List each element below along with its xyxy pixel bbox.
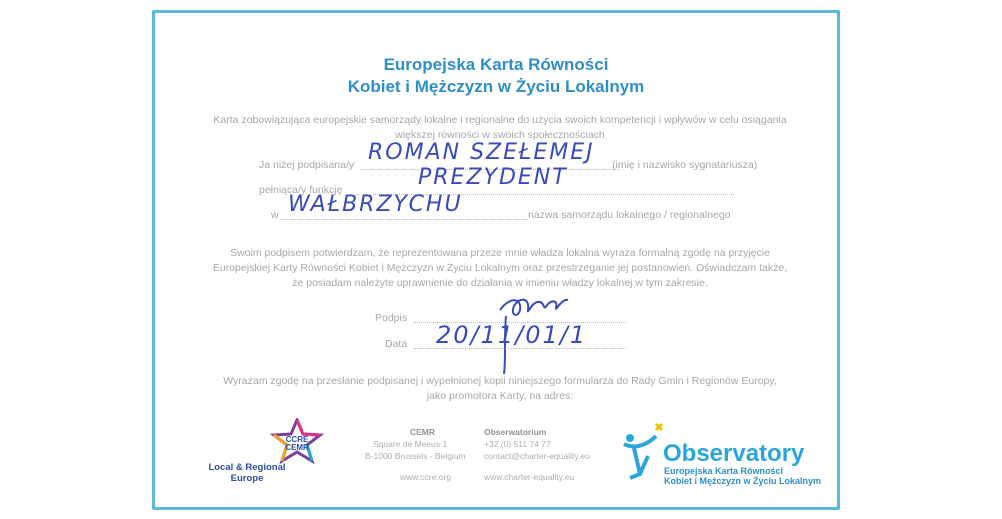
date-handwriting: 20/11/01/1 [436,321,588,349]
declaration-line1: Swoim podpisem potwierdzam, że reprezentowana przeze mnie władza lokalna wyraża formalną zgodę na przyjęcie [230,247,770,259]
observatory-wordmark: Observatory [663,440,805,467]
intro-line2: większej równości w swoich społecznościach [395,129,605,141]
cemr-name: CEMR [410,427,436,437]
intro-line1: Karta zobowiązująca europejskie samorządy lokalne i regionalne do użycia swoich kompetencji i wpływów w celu osiągania [213,114,787,126]
cemr-logo-text2: CEMR [285,443,309,452]
observatory-subtitle-line2: Kobiet i Mężczyzn w Życiu Lokalnym [664,476,822,486]
obs-email[interactable]: contact@charter-equality.eu [484,451,590,461]
date-label: Data [385,338,408,350]
obs-name: Obserwatorium [484,427,547,437]
municipality-handwriting: WAŁBRZYCHU [288,192,463,217]
observatory-subtitle-line1: Europejska Karta Równości [664,466,784,476]
observatory-subtitle [664,466,821,486]
function-label: pełniąca/y funkcję [259,184,343,196]
cemr-tagline [206,462,288,484]
title-line1: Europejska Karta Równości [383,55,609,74]
observatory-figure-icon [622,422,664,484]
cemr-logo-text1: CCRE [285,435,309,444]
signatory-handwriting: ROMAN SZEŁEMEJ [368,140,595,165]
function-handwriting: PREZYDENT [418,165,568,190]
signature-label: Podpis [375,312,408,324]
obs-phone: +32 (0) 511 74 77 [484,439,551,449]
municipality-line [282,219,528,220]
consent-line1: Wyrażam zgodę na przesłanie podpisanej i wypełnionej kopii niniejszego formularza do Rady Gmin i Regionów Europy, [223,375,777,387]
cemr-tagline-line1: Local & Regional [208,462,286,473]
declaration-line3: że posiadam należyte uprawnienie do działania w imieniu władzy lokalnej w tym zakresie. [292,277,708,289]
title-line2: Kobiet i Mężczyzn w Życiu Lokalnym [347,77,645,96]
in-label: w [271,209,279,221]
signatory-label: Ja niżej podpisana/y [259,159,355,171]
signatory-hint: (imię i nazwisko sygnatariusza) [612,159,758,171]
consent-line2: jako promotora Karty, na adres: [426,390,574,402]
declaration-line2: Europejskiej Karty Równości Kobiet i Mężczyzn w Życiu Lokalnym oraz przestrzeganie jej postanowień. Oświadczam także, [212,262,788,274]
obs-web[interactable]: www.charter-equality.eu [484,472,575,482]
cemr-logo-icon [270,418,324,464]
cemr-tagline-line2: Europe [230,473,264,484]
municipality-hint: nazwa samorządu lokalnego / regionalnego [528,209,731,221]
cemr-address2: B-1000 Brussels - Belgium [365,451,466,461]
cemr-web[interactable]: www.ccre.org [400,472,452,482]
cemr-address1: Square de Meeus 1 [373,439,448,449]
